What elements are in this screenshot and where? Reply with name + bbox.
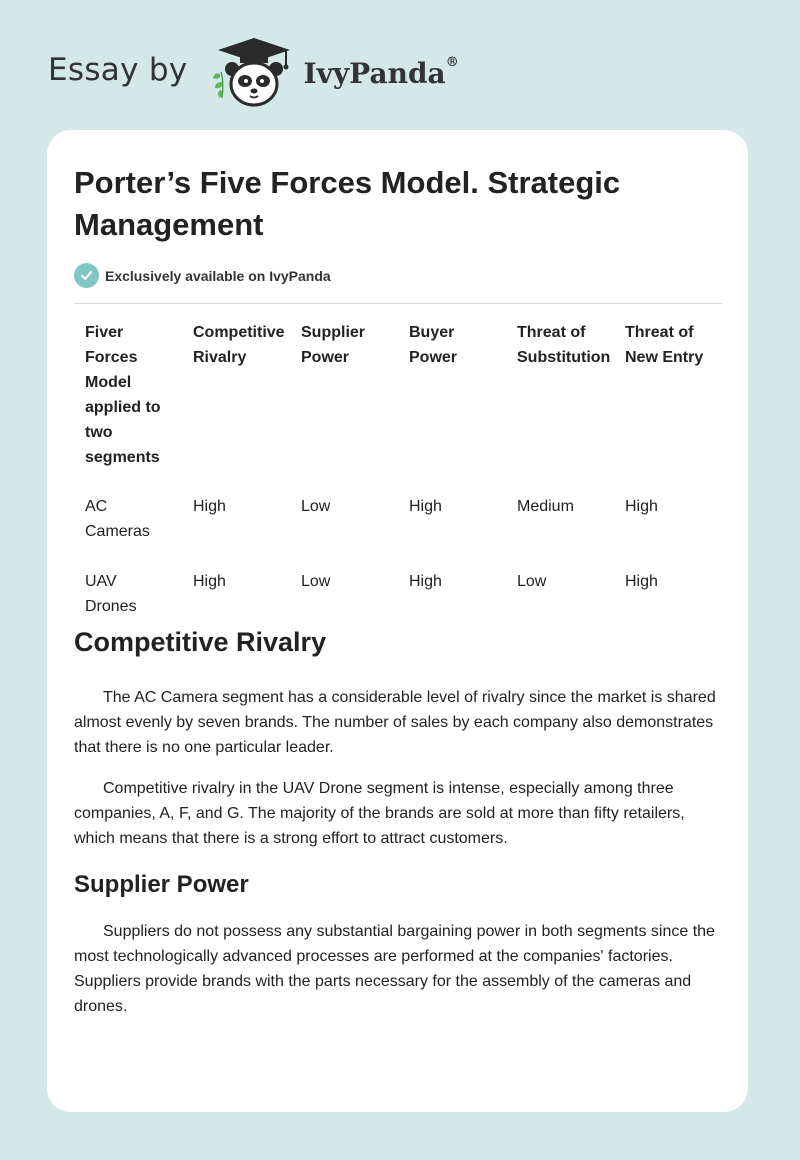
table-header-cell: Competitive Rivalry	[193, 324, 285, 366]
table-cell: High	[409, 573, 442, 590]
table-cell: Medium	[517, 498, 574, 515]
table-cell: High	[193, 498, 226, 515]
exclusive-badge	[74, 263, 331, 288]
panda-graduation-cap-icon[interactable]	[206, 36, 298, 108]
exclusive-badge-text: Exclusively available on IvyPanda	[105, 267, 331, 284]
table-header-cell: Fiver Forces Model applied to two segments	[85, 324, 161, 466]
table-cell: UAV Drones	[85, 573, 137, 615]
table-cell: AC Cameras	[85, 498, 150, 540]
table-cell: High	[625, 498, 658, 515]
paragraph: Suppliers do not possess any substantial bargaining power in both segments since the most technologically advanced processes are performed at the companies' factories. Suppliers provide brands with the parts necessary for the assembly of the cameras and drones.	[74, 923, 715, 1015]
paragraph: Competitive rivalry in the UAV Drone segment is intense, especially among three companies, A, F, and G. The majority of the brands are sold at more than fifty retailers, which means that there is a strong effort to attract customers.	[74, 780, 685, 847]
table-cell: Low	[301, 573, 331, 590]
table-header-row	[74, 312, 722, 486]
section-heading-supplier-power: Supplier Power	[74, 871, 249, 898]
table-header-cell: Supplier Power	[301, 324, 366, 366]
site-header	[48, 36, 459, 108]
ivy-leaf-icon	[213, 72, 223, 98]
page-title: Porter’s Five Forces Model. Strategic Management	[74, 165, 621, 242]
table-header-cell: Threat of Substitution	[517, 324, 611, 366]
table-cell: Low	[301, 498, 331, 515]
brand-name[interactable]: IvyPanda®	[303, 54, 459, 90]
section-heading-competitive-rivalry: Competitive Rivalry	[74, 627, 327, 657]
check-icon	[74, 263, 99, 288]
paragraph: The AC Camera segment has a considerable level of rivalry since the market is shared almost evenly by seven brands. The number of sales by each company also demonstrates that there is no one particular leader.	[74, 689, 716, 756]
table-cell: Low	[517, 573, 547, 590]
five-forces-table	[74, 312, 722, 636]
table-cell: High	[193, 573, 226, 590]
table-row	[74, 486, 722, 561]
table-row	[74, 561, 722, 636]
table-header-cell: Threat of New Entry	[625, 324, 704, 366]
essay-by-label: Essay by	[48, 52, 188, 88]
divider	[74, 303, 722, 304]
registered-mark: ®	[445, 54, 459, 70]
article-card	[47, 130, 748, 1112]
table-cell: High	[625, 573, 658, 590]
table-cell: High	[409, 498, 442, 515]
table-header-cell: Buyer Power	[409, 324, 458, 366]
